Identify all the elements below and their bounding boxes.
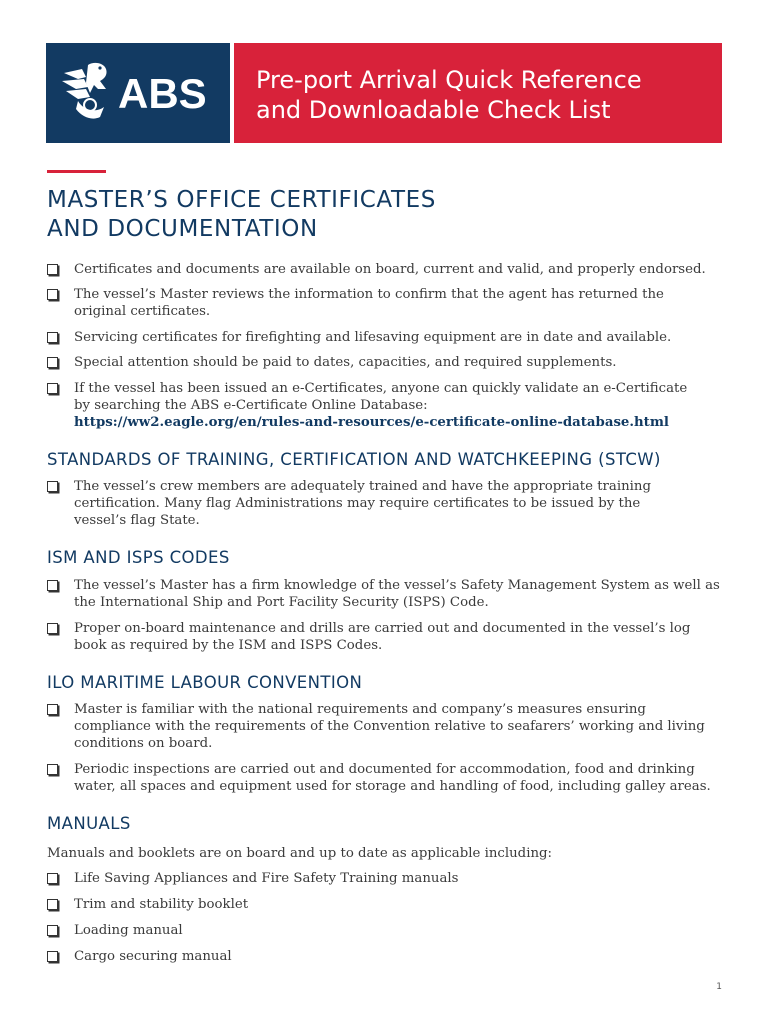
item-text: conditions on board. (74, 736, 213, 751)
page-title: MASTER’S OFFICE CERTIFICATES (47, 187, 436, 213)
item-text: the International Ship and Port Facility Security (ISPS) Code. (74, 595, 489, 610)
checkbox[interactable] (47, 481, 58, 492)
checkbox[interactable] (47, 764, 58, 775)
item-text: certification. Many flag Administrations may require certificates to be issued by the (74, 496, 641, 511)
checkbox[interactable] (47, 357, 58, 368)
item-text: The vessel’s crew members are adequately trained and have the appropriate training (74, 479, 651, 494)
item-text: The vessel’s Master has a firm knowledge of the vessel’s Safety Management System as well as (74, 578, 720, 593)
checkbox[interactable] (47, 951, 58, 962)
checkbox[interactable] (47, 580, 58, 591)
checkbox[interactable] (47, 873, 58, 884)
item-text: vessel’s flag State. (74, 513, 200, 528)
checkbox[interactable] (47, 289, 58, 300)
item-text: Servicing certificates for firefighting and lifesaving equipment are in date and available. (74, 330, 672, 345)
section-heading-stcw: STANDARDS OF TRAINING, CERTIFICATION AND WATCHKEEPING (STCW) (47, 450, 661, 469)
item-text: Trim and stability booklet (74, 897, 249, 912)
title-banner (234, 43, 722, 143)
item-text: by searching the ABS e-Certificate Online Database: (74, 398, 428, 413)
section-heading-ism: ISM AND ISPS CODES (47, 548, 230, 567)
abs-logo (46, 43, 230, 143)
title-line: and Downloadable Check List (256, 96, 611, 124)
item-text: book as required by the ISM and ISPS Codes. (74, 638, 383, 653)
item-text: Master is familiar with the national requirements and company’s measures ensuring (74, 702, 646, 717)
checkbox[interactable] (47, 623, 58, 634)
checkbox[interactable] (47, 332, 58, 343)
header (46, 43, 722, 143)
item-text: water, all spaces and equipment used for storage and handling of food, including galley areas. (74, 779, 711, 794)
page-number: 1 (716, 982, 722, 992)
checkbox[interactable] (47, 383, 58, 394)
item-text: The vessel’s Master reviews the information to confirm that the agent has returned the (74, 287, 664, 302)
item-text: If the vessel has been issued an e-Certificates, anyone can quickly validate an e-Certificate (74, 381, 688, 396)
item-text: Special attention should be paid to dates, capacities, and required supplements. (74, 355, 617, 370)
item-text: Proper on-board maintenance and drills are carried out and documented in the vessel’s log (74, 621, 691, 636)
item-text: compliance with the requirements of the Convention relative to seafarers’ working and living (74, 719, 705, 734)
title-line: Pre-port Arrival Quick Reference (256, 66, 642, 94)
item-text: Cargo securing manual (74, 949, 232, 964)
manuals-intro: Manuals and booklets are on board and up to date as applicable including: (47, 846, 552, 861)
section-heading-manuals: MANUALS (47, 814, 131, 833)
checkbox[interactable] (47, 925, 58, 936)
item-text: original certificates. (74, 304, 211, 319)
accent-rule (47, 170, 106, 173)
checkbox[interactable] (47, 704, 58, 715)
item-text: Life Saving Appliances and Fire Safety Training manuals (74, 871, 459, 886)
item-text: Certificates and documents are available on board, current and valid, and properly endorsed. (74, 262, 706, 277)
checkbox[interactable] (47, 899, 58, 910)
page-title: AND DOCUMENTATION (47, 216, 318, 242)
section-heading-ilo: ILO MARITIME LABOUR CONVENTION (47, 673, 363, 692)
database-link[interactable]: https://ww2.eagle.org/en/rules-and-resources/e-certificate-online-database.html (74, 415, 669, 430)
item-text: Periodic inspections are carried out and documented for accommodation, food and drinking (74, 762, 695, 777)
logo-text: ABS (118, 70, 207, 117)
checkbox[interactable] (47, 264, 58, 275)
item-text: Loading manual (74, 923, 183, 938)
eagle-icon (60, 59, 120, 125)
